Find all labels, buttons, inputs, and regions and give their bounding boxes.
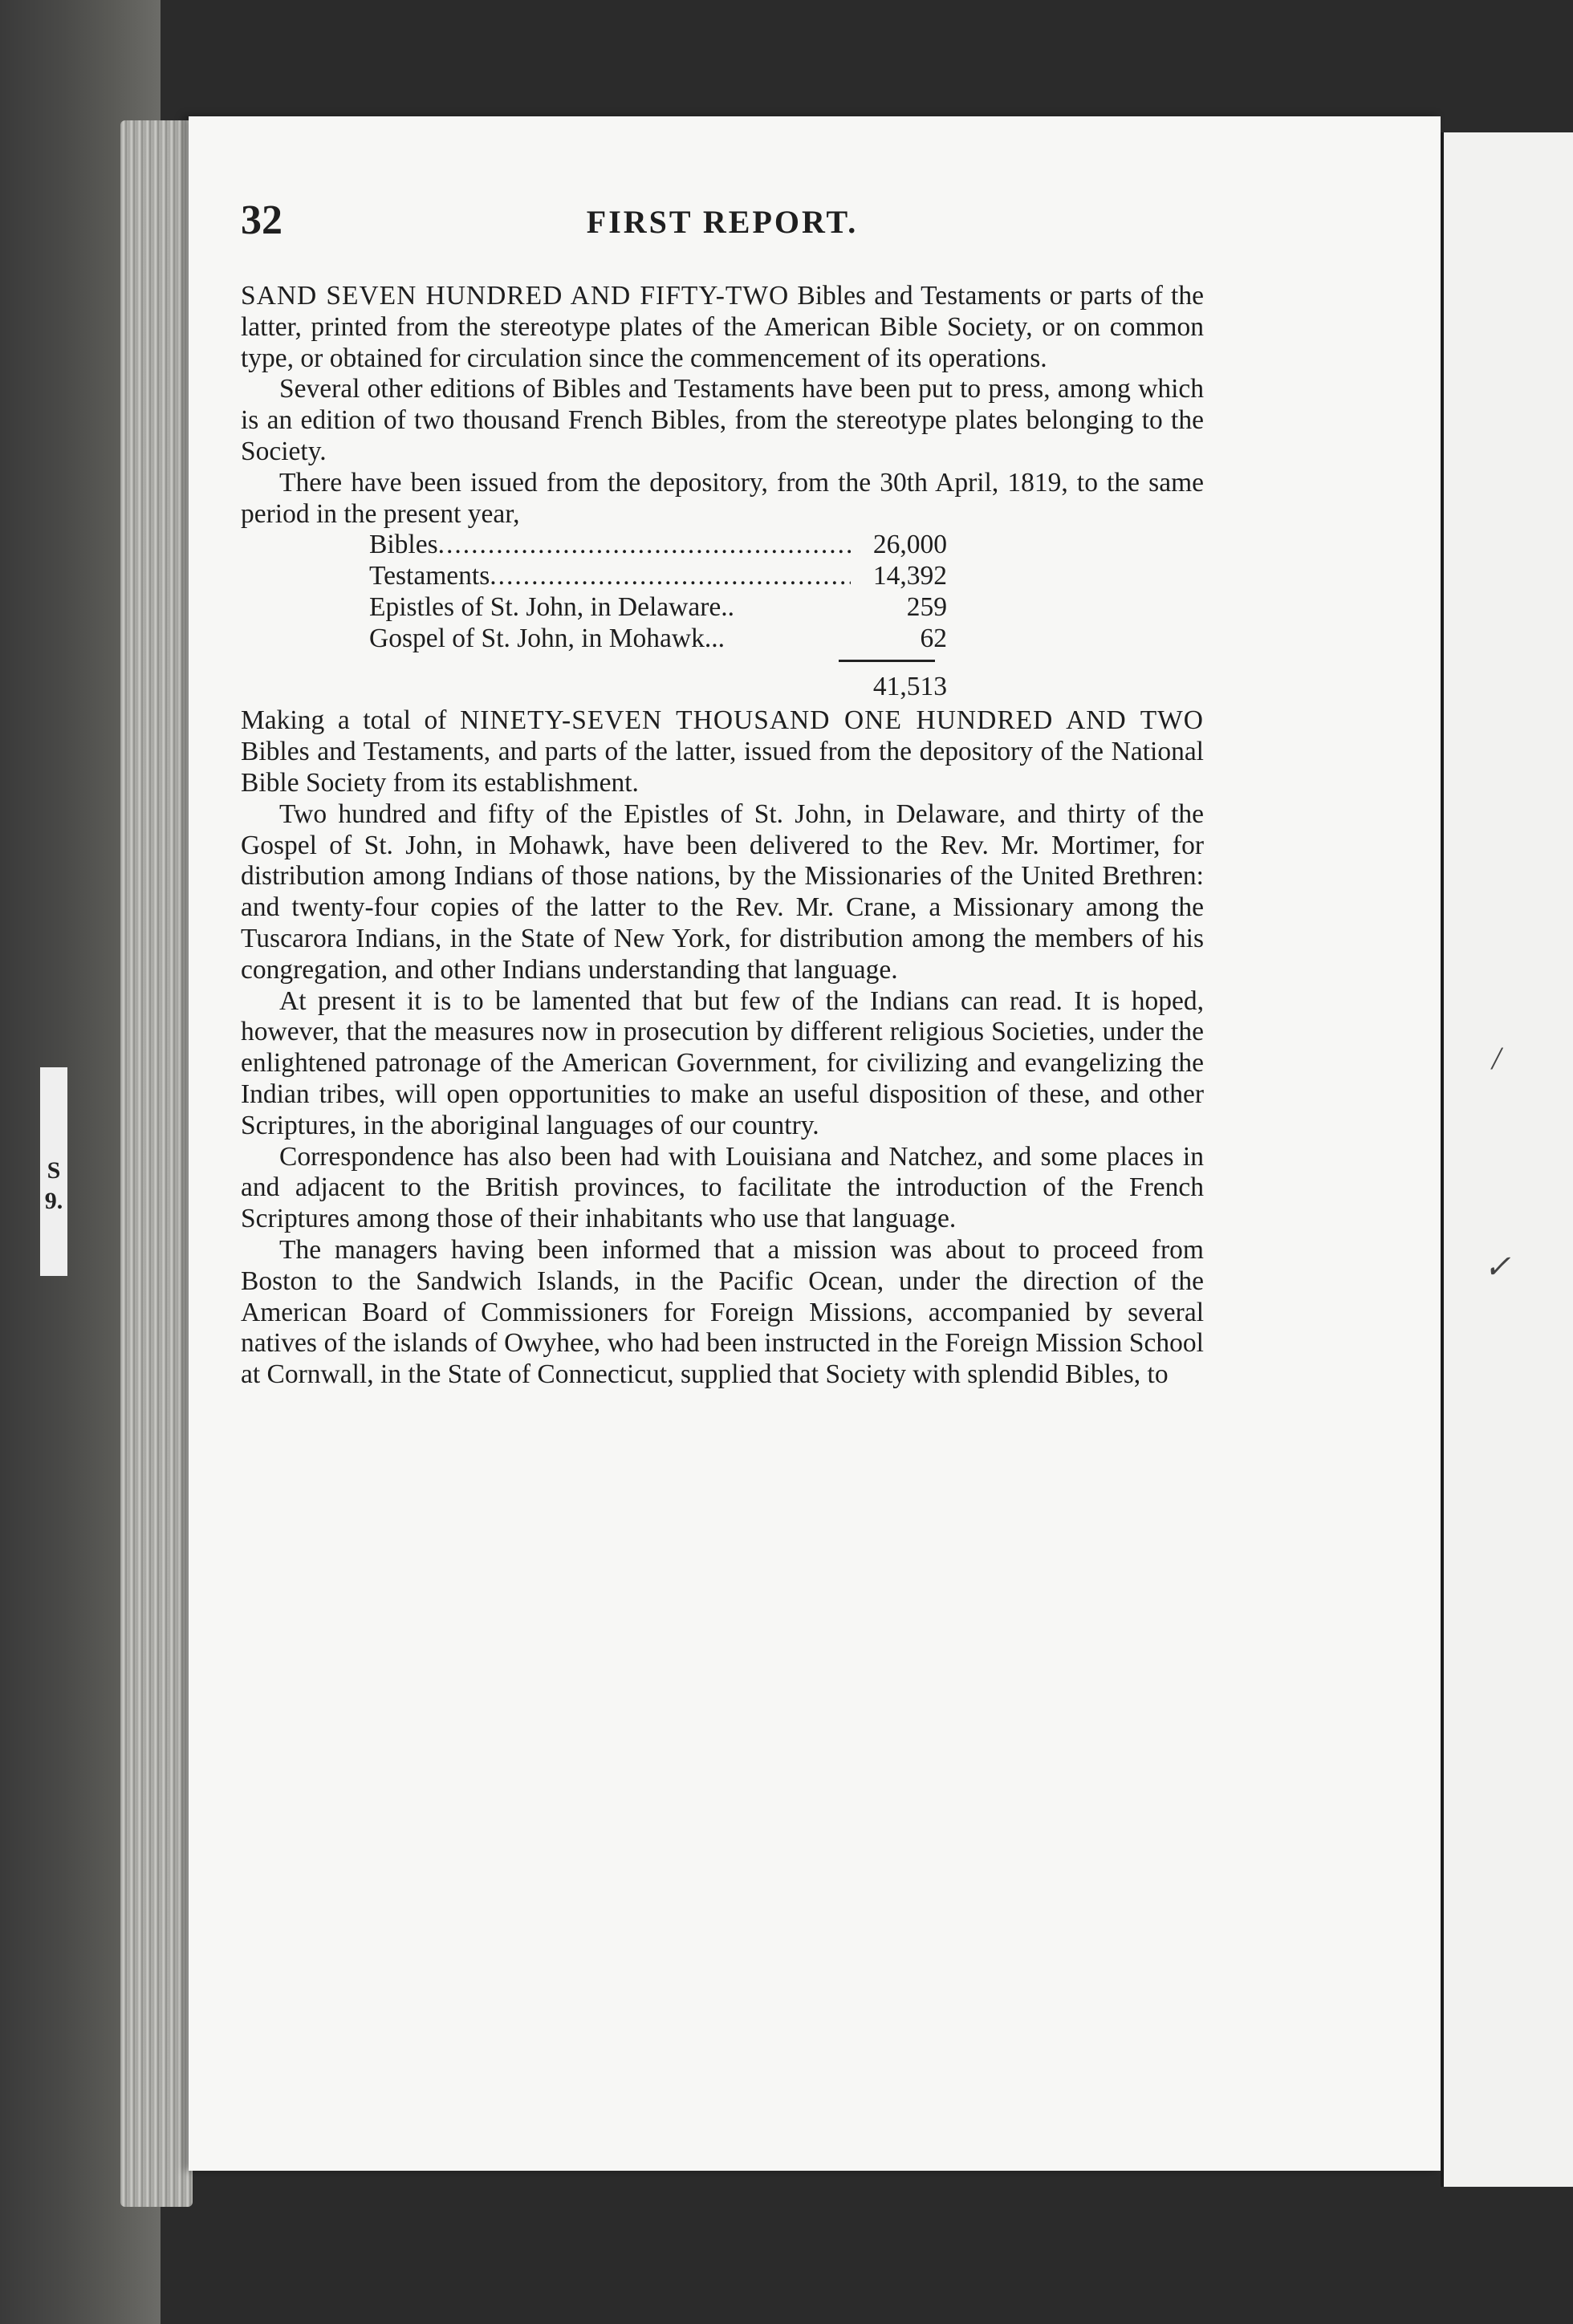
leader-dots [490,561,851,592]
row-value: 26,000 [872,530,947,560]
page-header [241,197,1204,261]
row-value: 62 [920,623,947,653]
library-tag [40,1067,67,1276]
row-label: Testaments [369,561,490,591]
margin-mark-1: / [1492,1040,1502,1076]
paragraph-editions: Several other editions of Bibles and Testaments have been put to press, among which is an edition of two thousand French Bibles, from the stereotype plates belonging to the Society. [241,374,1204,466]
paragraph-distribution: Two hundred and fifty of the Epistles of St. John, in Delaware, and thirty of the Gospel of St. John, in Mohawk, have been delivered to the Rev. Mr. Mortimer, for distribution among Indians of those nations, by the Missionaries of the United Brethren: and twenty-four copies of the latter to the Rev. Mr. Crane, a Missionary among the Tuscarora Indians, in the State of New York, for distribution among the members of his congregation, and other Indians understanding that language. [241,798,1204,985]
paragraph-indians: At present it is to be lamented that but few of the Indians can read. It is hoped, however, that the measures now in prosecution by different religious Societies, under the enlightened patronage of the American Government, for civilizing and evangelizing the Indian tribes, will open opportunities to make an useful disposition of these, and other Scriptures, in the aboriginal languages of our country. [241,985,1204,1140]
table-row [369,561,947,592]
total-after: Bibles and Testaments, and parts of the latter, issued from the depository of the National Bible Society from its establishment. [241,737,1204,798]
paragraph-total [241,705,1204,798]
opening-caps: SAND SEVEN HUNDRED AND FIFTY-TWO [241,281,790,311]
page-number: 32 [241,197,282,243]
paragraph-opening [241,281,1204,374]
table-row [369,592,947,624]
table-row [369,624,947,655]
paragraph-mission: The managers having been informed that a mission was about to proceed from Boston to the Sandwich Islands, in the Pacific Ocean, under the direction of the American Board of Commissioners for Foreign Missions, accompanied by several natives of the islands of Owyhee, who had been instructed in the Foreign Mission School at Cornwall, in the State of Connecticut, supplied that Society with splendid Bibles, to [241,1234,1204,1390]
facing-page [1441,132,1573,2187]
page-block-edge [120,120,193,2207]
row-label: Epistles of St. John, in Delaware.. [369,591,734,622]
leader-dots [438,530,851,561]
row-value: 259 [906,591,947,622]
total-before: Making a total of [241,705,461,736]
running-title: FIRST REPORT. [586,204,859,240]
paragraph-correspondence: Correspondence has also been had with Louisiana and Natchez, and some places in and adjacent to the British provinces, to facilitate the introduction of the French Scriptures among those of their inhabitants who use that language. [241,1141,1204,1234]
paragraph-issued: There have been issued from the depository, from the 30th April, 1819, to the same period in the present year, [241,467,1204,529]
table-total: 41,513 [872,671,947,701]
table-row [369,530,947,561]
opening-text: Bibles and Testaments or parts of the latter, printed from the stereotype plates of the American Bible Society, or on common type, or obtained for circulation since the commencement of its operations. [241,281,1204,373]
row-label: Bibles [369,530,438,560]
margin-mark-2: ✓ [1484,1249,1511,1285]
total-caps: NINETY-SEVEN THOUSAND ONE HUNDRED AND TWO [460,705,1204,736]
library-tag-label: S 9. [44,1157,63,1214]
page-body [241,281,1204,1391]
row-label: Gospel of St. John, in Mohawk... [369,623,725,653]
issued-table [369,530,947,702]
row-value: 14,392 [872,561,947,591]
sum-rule [839,660,935,662]
